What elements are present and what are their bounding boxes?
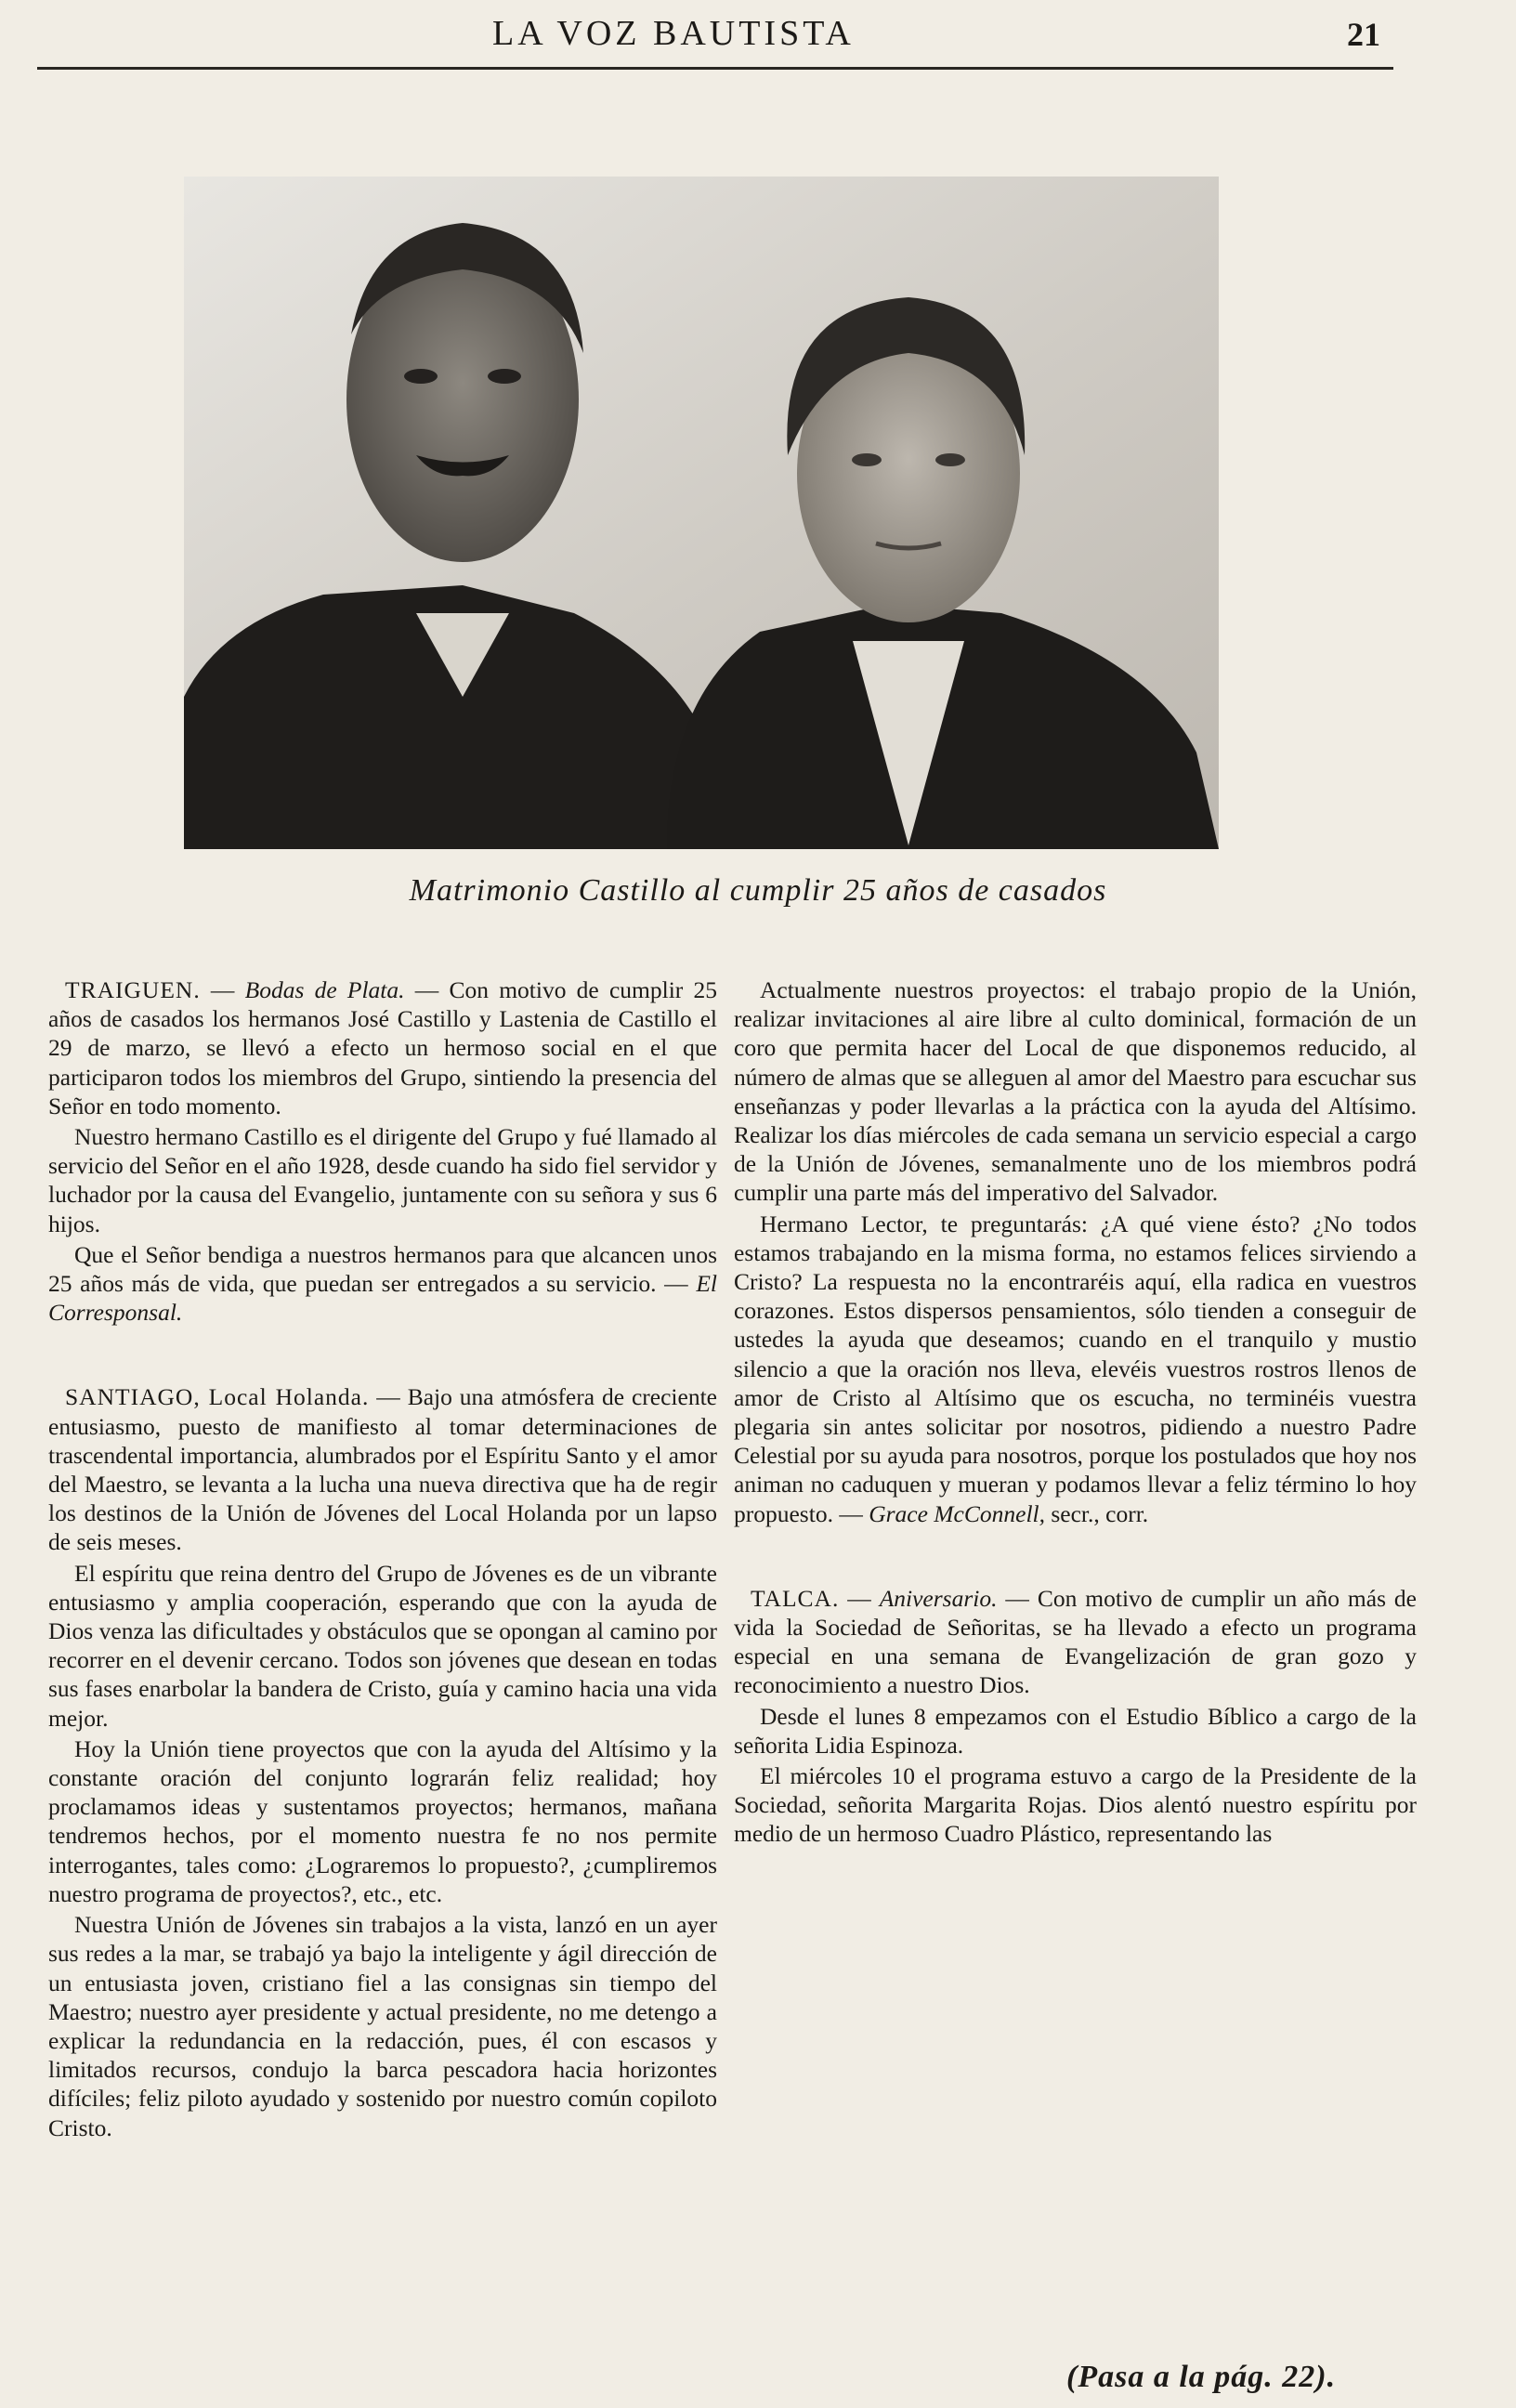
santiago-p6-text: Hermano Lector, te preguntarás: ¿A qué viene ésto? ¿No todos estamos trabajando en la misma forma, no estamos felices sirviendo a Cristo? La respuesta no la encontraréis aquí, ella radica en vuestros corazones. Estos dispersos pensamientos, sólo tienden a conseguir de ustedes la ayuda que deseamos; cuando en el tranquilo y mustio silencio a que la oración nos lleva, elevéis vuestros rostros llenos de amor de Cristo al Altísimo que os escucha, no terminéis vuestra plegaria sin antes solicitar por nosotros, pidiendo a nuestro Padre Celestial por su ayuda para nosotros, porque los postulados que hoy nos animan no caduquen y mueran y podamos llevar a feliz término lo hoy propuesto. — — [734, 1210, 1417, 1527]
header-rule — [37, 67, 1393, 70]
traiguen-paragraph-3 — [48, 1240, 717, 1328]
talca-place: TALCA. — [751, 1584, 840, 1612]
article-separator-2 — [734, 1547, 1417, 1584]
left-column — [48, 975, 717, 2161]
santiago-paragraph-2: El espíritu que reina dentro del Grupo de Jóvenes es de un vibrante entusiasmo y amplia cooperación, esperando que con la ayuda de Dios venza las dificultades y obstáculos que se opongan al camino por recorrer en el devenir cercano. Todos son jóvenes que desean en todas sus fases enarbolar la bandera de Cristo, guía y camino hacia una vida mejor. — [48, 1559, 717, 1732]
traiguen-subtitle: Bodas de Plata. — [244, 976, 405, 1003]
page-number: 21 — [1347, 16, 1380, 53]
santiago-paragraph-6 — [734, 1210, 1417, 1528]
santiago-paragraph-4: Nuestra Unión de Jóvenes sin trabajos a la vista, lanzó en un ayer sus redes a la mar, se trabajó ya bajo la inteligente y ágil dirección de un entusiasta joven, cristiano fiel a las consignas sin tiempo del Maestro; nuestro ayer presidente y actual presidente, no me detengo a explicar la redundancia en la redacción, pues, él con escasos y limitados recursos, condujo la barca pescadora hacia horizontes difíciles; feliz piloto ayudado y sostenido por nuestro común copiloto Cristo. — [48, 1911, 717, 2141]
talca-paragraph-3: El miércoles 10 el programa estuvo a cargo de la Presidente de la Sociedad, señorita Margarita Rojas. Dios alentó nuestro espíritu por medio de un hermoso Cuadro Plástico, representando las — [734, 1762, 1417, 1848]
article-santiago — [48, 1382, 717, 2141]
talca-subtitle: Aniversario. — [879, 1584, 998, 1612]
couple-photograph — [184, 177, 1219, 849]
santiago-p1-text: — Bajo una atmósfera de creciente entusiasmo, puesto de manifiesto al tomar determinaciones de trascendental importancia, alumbrados por el Espíritu Santo y el amor del Maestro, se levanta a la lucha una nueva directiva que ha de regir los destinos de la Unión de Jóvenes del Local Holanda por un lapso de seis meses. — [48, 1383, 717, 1556]
talca-dash: — — [839, 1584, 880, 1612]
continued-on-page-note: (Pasa a la pág. 22). — [1066, 2360, 1337, 2394]
traiguen-paragraph-2: Nuestro hermano Castillo es el dirigente del Grupo y fué llamado al servicio del Señor en el año 1928, desde cuando ha sido fiel servidor y luchador por la causa del Evangelio, juntamente con su señora y sus 6 hijos. — [48, 1123, 717, 1237]
article-traiguen — [48, 975, 717, 1327]
article-santiago-continued — [734, 975, 1417, 1528]
masthead-title: LA VOZ BAUTISTA — [492, 14, 855, 53]
right-column — [734, 975, 1417, 1867]
talca-paragraph-2: Desde el lunes 8 empezamos con el Estudio Bíblico a cargo de la señorita Lidia Espinoza. — [734, 1702, 1417, 1759]
santiago-paragraph-3: Hoy la Unión tiene proyectos que con la ayuda del Altísimo y la constante oración del conjunto lograrán feliz realidad; hoy proclamamos ideas y sustentamos proyectos; hermanos, mañana tendremos hechos, por el momento nuestra fe no nos permite interrogantes, tales como: ¿Lograremos lo propuesto?, ¿cumpliremos nuestro programa de proyectos?, etc., etc. — [48, 1734, 717, 1907]
santiago-paragraph-5: Actualmente nuestros proyectos: el trabajo propio de la Unión, realizar invitaciones al aire libre al culto dominical, formación de un coro que permita hacer del Local de que disponemos reducido, al número de almas que se alleguen al amor del Maestro para escuchar sus enseñanzas y poder llevarlas a la práctica con la ayuda del Altísimo. Realizar los días miércoles de cada semana un servicio especial a cargo de la Unión de Jóvenes, semanalmente uno de los miembros podrá cumplir una parte más del imperativo del Salvador. — [734, 976, 1417, 1207]
traiguen-dash: — — [200, 976, 245, 1003]
article-separator — [48, 1345, 717, 1382]
traiguen-paragraph-1 — [48, 975, 717, 1120]
santiago-paragraph-1 — [48, 1382, 717, 1556]
santiago-signature: Grace McConnell, — [869, 1499, 1045, 1527]
talca-p1-text: — Con motivo de cumplir un año más de vida la Sociedad de Señoritas, se ha llevado a efecto un programa especial en una semana de Evangelización de gran gozo y reconocimiento a nuestro Dios. — [734, 1584, 1418, 1699]
traiguen-place: TRAIGUEN. — [65, 976, 201, 1003]
traiguen-signature: El Corresponsal. — [48, 1270, 717, 1327]
talca-paragraph-1 — [734, 1584, 1417, 1700]
article-talca — [734, 1584, 1417, 1849]
santiago-signature-role: secr., corr. — [1044, 1499, 1149, 1527]
traiguen-p3-text: Que el Señor bendiga a nuestros hermanos para que alcancen unos 25 años más de vida, que puedan ser entregados a su servicio. — — [48, 1240, 717, 1298]
traiguen-p1-text: — Con motivo de cumplir 25 años de casados los hermanos José Castillo y Lastenia de Castillo el 29 de marzo, se llevó a efecto un hermoso social en el que participaron todos los miembros del Grupo, sintiendo la presencia del Señor en todo momento. — [48, 976, 717, 1119]
santiago-place: SANTIAGO, Local Holanda. — [65, 1383, 370, 1411]
photo-caption: Matrimonio Castillo al cumplir 25 años de casados — [409, 873, 1107, 908]
